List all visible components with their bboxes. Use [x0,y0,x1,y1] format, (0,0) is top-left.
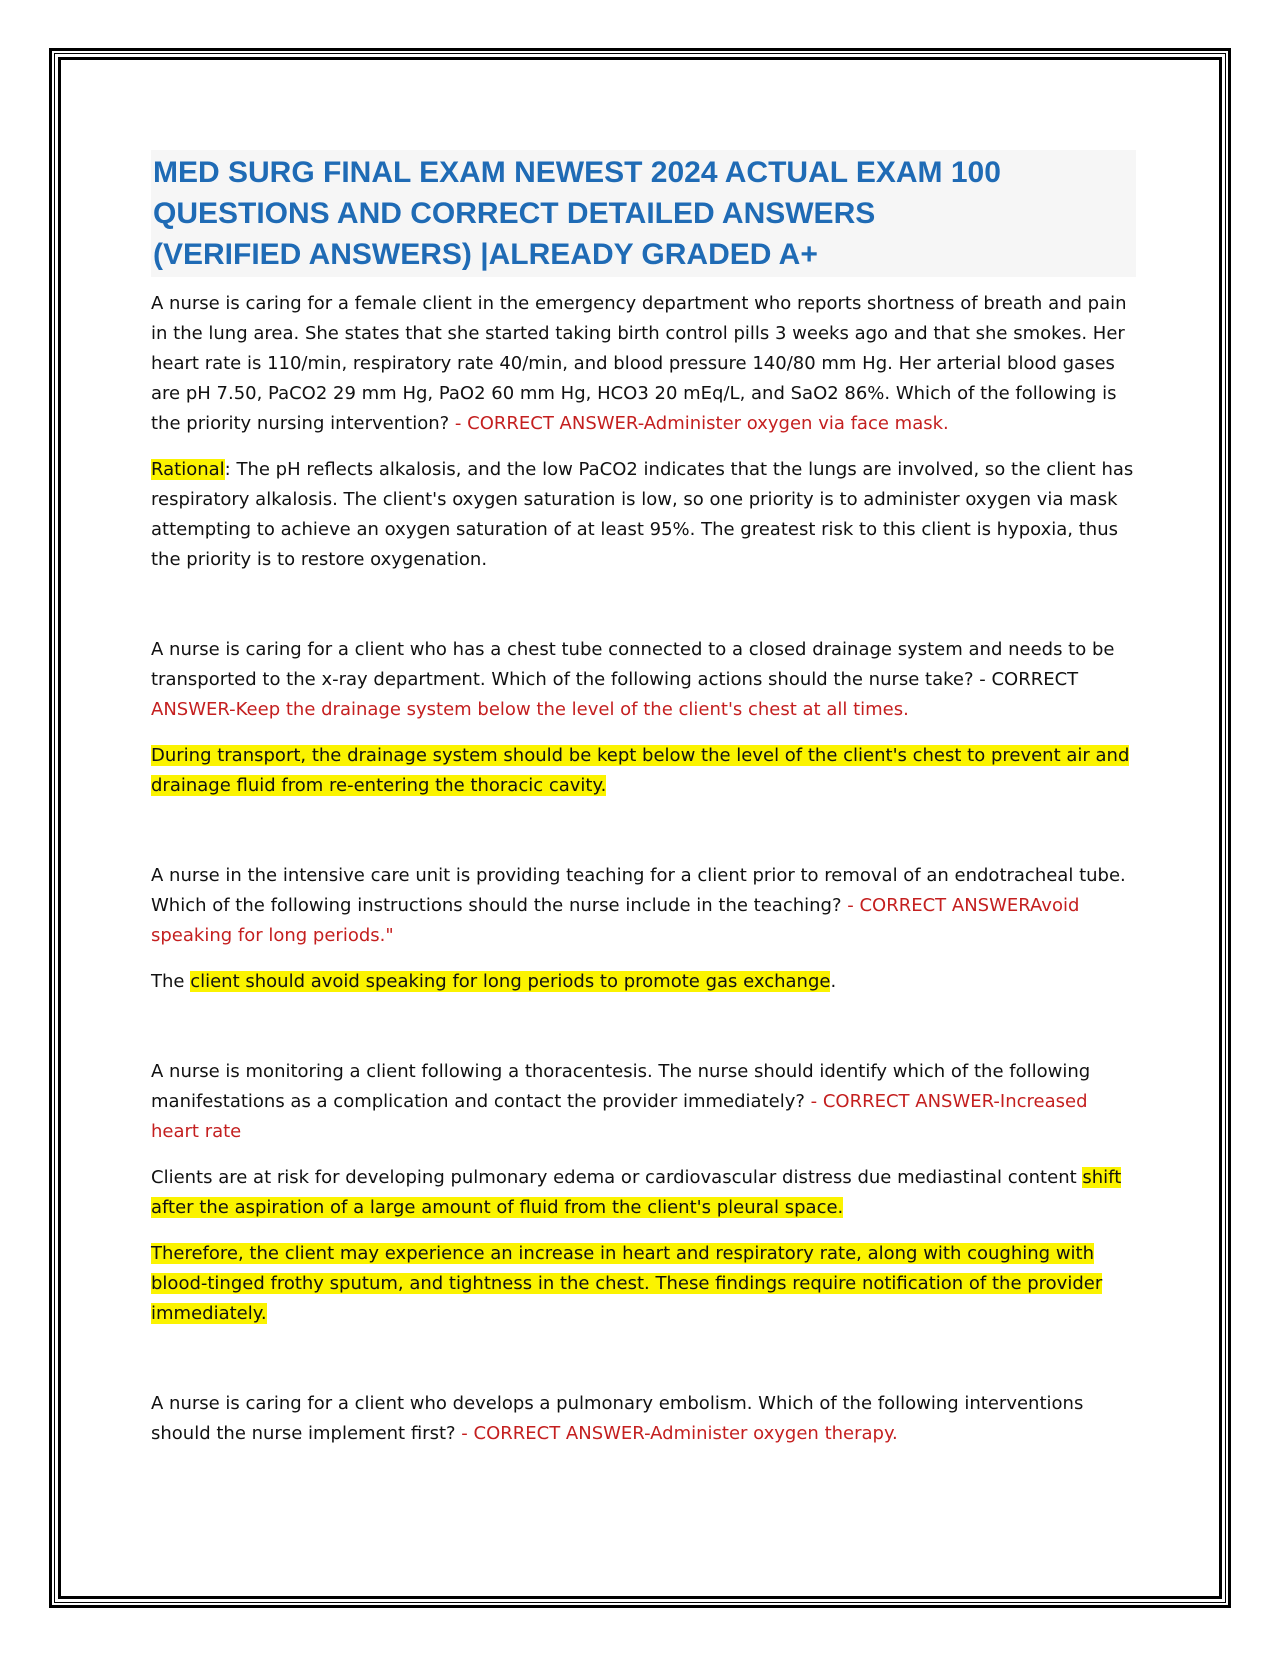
title-line-3: (VERIFIED ANSWERS) |ALREADY GRADED A+ [153,238,818,271]
document-title [153,152,1130,275]
question-1-answer: - CORRECT ANSWER-Administer oxygen via face mask. [454,413,949,434]
question-2-text: A nurse is caring for a client who has a chest tube connected to a closed drainage system and needs to be transported to the x-ray department. Which of the following actions should the nurse take? - CORRECT [151,639,1115,690]
question-block-3 [151,861,1136,997]
question-block-4 [151,1057,1136,1329]
document-body [151,150,1136,1449]
title-line-1: MED SURG FINAL EXAM NEWEST 2024 ACTUAL EXAM 100 [153,156,1001,189]
rationale-3-highlight: client should avoid speaking for long periods to promote gas exchange [190,971,831,992]
rationale-3-prefix: The [151,971,191,992]
rationale-4b [151,1239,1136,1329]
rationale-1-label: Rational [151,459,225,480]
rationale-2 [151,741,1136,801]
question-1-text: A nurse is caring for a female client in the emergency department who reports shortness of breath and pain in the lung area. She states that she started taking birth control pills 3 weeks ago and that she smokes. Her heart rate is 110/min, respiratory rate 40/min, and blood pressure 140/80 mm Hg. Her arterial blood gases are pH 7.50, PaCO2 29 mm Hg, PaO2 60 mm Hg, HCO3 20 mEq/L, and SaO2 86%. Which of the following is the priority nursing intervention? [151,293,1127,434]
rationale-3-suffix: . [830,971,837,992]
rationale-4a-highlight: shift after the aspiration of a large amount of fluid from the client's pleural space. [151,1167,1122,1218]
rationale-1-text: : The pH reflects alkalosis, and the low PaCO2 indicates that the lungs are involved, so the client has respiratory alkalosis. The client's oxygen saturation is low, so one priority is to administer oxygen via mask attempting to achieve an oxygen saturation of at least 95%. The greatest risk to this client is hypoxia, thus the priority is to restore oxygenation. [151,459,1134,570]
question-3-text: A nurse in the intensive care unit is providing teaching for a client prior to removal of an endotracheal tube. Which of the following instructions should the nurse include in the teaching? [151,865,1126,916]
rationale-1 [151,455,1136,575]
question-4-text: A nurse is monitoring a client following a thoracentesis. The nurse should identify which of the following manifestations as a complication and contact the provider immediately? [151,1061,1091,1112]
title-line-2: QUESTIONS AND CORRECT DETAILED ANSWERS [153,197,876,230]
question-2-answer: ANSWER-Keep the drainage system below the level of the client's chest at all times. [151,699,909,720]
question-5 [151,1389,1136,1449]
title-block [151,150,1136,277]
rationale-4a [151,1163,1136,1223]
question-1 [151,289,1136,439]
question-5-text: A nurse is caring for a client who develops a pulmonary embolism. Which of the following interventions should the nurse implement first? [151,1393,1084,1444]
rationale-2-text: During transport, the drainage system should be kept below the level of the client's chest to prevent air and drainage fluid from re-entering the thoracic cavity. [151,745,1130,796]
question-block-5 [151,1389,1136,1449]
question-4-answer: - CORRECT ANSWER-Increased heart rate [151,1091,1088,1142]
question-block-1 [151,289,1136,575]
question-block-2 [151,635,1136,801]
rationale-3 [151,967,1136,997]
question-2 [151,635,1136,725]
question-5-answer: - CORRECT ANSWER-Administer oxygen therapy. [461,1423,898,1444]
rationale-4b-text: Therefore, the client may experience an increase in heart and respiratory rate, along with coughing with blood-tinged frothy sputum, and tightness in the chest. These findings require notification of the provider immediately. [151,1243,1103,1324]
question-3-answer: - CORRECT ANSWERAvoid speaking for long periods." [151,895,1080,946]
question-3 [151,861,1136,951]
rationale-4a-text: Clients are at risk for developing pulmonary edema or cardiovascular distress due mediastinal content [151,1167,1083,1188]
question-4 [151,1057,1136,1147]
